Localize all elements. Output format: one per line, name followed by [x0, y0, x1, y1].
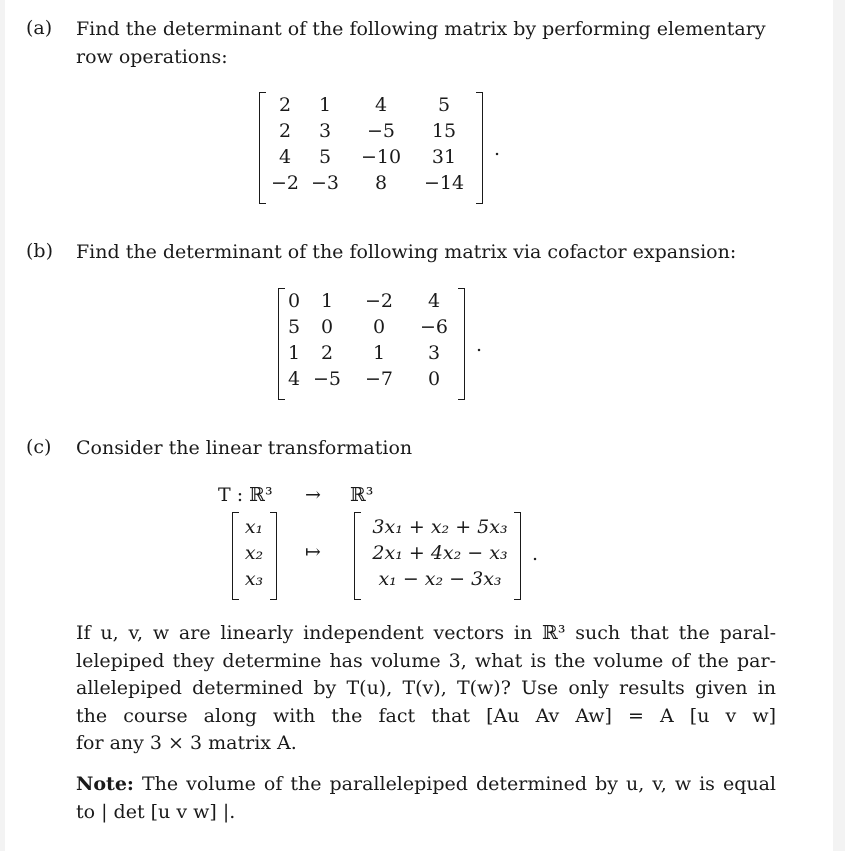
matrix-b-cell-r3c1: 1 — [287, 342, 301, 364]
matrix-b-cell-r4c1: 4 — [287, 368, 301, 390]
matrix-a — [268, 92, 474, 196]
matrix-a-cell-r4c3: 8 — [374, 172, 388, 194]
matrix-b-right-bracket — [458, 288, 465, 400]
matrix-b-cell-r2c1: 5 — [287, 316, 301, 338]
output-vector-cell-r1c1: 3x₁ + x₂ + 5x₃ — [372, 516, 508, 538]
output-vector-cell-r2c1: 2x₁ + 4x₂ − x₃ — [372, 542, 508, 564]
matrix-b-period: . — [476, 334, 483, 356]
maps-to-arrow: ↦ — [305, 541, 321, 563]
matrix-a-cell-r3c3: −10 — [360, 146, 402, 168]
map-domain: T : ℝ³ — [218, 484, 273, 506]
matrix-a-cell-r1c1: 2 — [278, 94, 292, 116]
page-edge-left — [0, 0, 5, 851]
matrix-b-cell-r2c4: −6 — [419, 316, 448, 338]
matrix-b-cell-r1c3: −2 — [364, 290, 393, 312]
part-c-line1: Consider the linear transformation — [76, 437, 413, 459]
output-vector-period: . — [532, 543, 539, 565]
matrix-b-cell-r1c1: 0 — [287, 290, 301, 312]
matrix-b-cell-r4c2: −5 — [312, 368, 341, 390]
part-a-line2: row operations: — [76, 46, 228, 68]
para-line-5: for any 3 × 3 matrix A. — [76, 732, 297, 755]
matrix-a-cell-r4c1: −2 — [270, 172, 299, 194]
matrix-b-cell-r3c2: 2 — [320, 342, 334, 364]
matrix-a-cell-r2c4: 15 — [431, 120, 457, 142]
para-line-1: If u, v, w are linearly independent vectors in ℝ³ such that the paral- — [76, 622, 776, 644]
matrix-b-cell-r2c3: 0 — [372, 316, 386, 338]
para-line-3: allelepiped determined by T(u), T(v), T(w)? Use only results given in — [76, 677, 776, 700]
matrix-a-left-bracket — [259, 92, 266, 204]
note-label: Note: — [76, 773, 134, 795]
page-edge-right — [833, 0, 845, 851]
para-line-2: lelepiped they determine has volume 3, what is the volume of the par- — [76, 649, 776, 672]
part-c-paragraph — [76, 620, 776, 758]
matrix-a-cell-r1c2: 1 — [318, 94, 332, 116]
para-line-4: the course along with the fact that [Au Av Aw] = A [u v w] — [76, 704, 776, 727]
matrix-b-cell-r4c4: 0 — [427, 368, 441, 390]
input-vector-cell-r1c1: x₁ — [244, 516, 264, 538]
output-vector-cell-r3c1: x₁ − x₂ − 3x₃ — [378, 568, 502, 590]
input-vector-cell-r2c1: x₂ — [244, 542, 264, 564]
matrix-a-cell-r2c3: −5 — [366, 120, 395, 142]
note-line-2: to | det [u v w] |. — [76, 800, 236, 823]
matrix-b-cell-r2c2: 0 — [320, 316, 334, 338]
matrix-b-cell-r3c4: 3 — [427, 342, 441, 364]
matrix-a-cell-r1c3: 4 — [374, 94, 388, 116]
matrix-a-cell-r3c4: 31 — [431, 146, 457, 168]
output-vector — [360, 514, 520, 592]
matrix-b — [284, 288, 460, 392]
matrix-a-cell-r2c2: 3 — [318, 120, 332, 142]
matrix-b-cell-r4c3: −7 — [364, 368, 393, 390]
part-c-label: (c) — [26, 436, 52, 458]
part-a-label: (a) — [26, 17, 53, 39]
matrix-a-period: . — [494, 138, 501, 160]
input-vector — [236, 514, 272, 592]
matrix-a-cell-r2c1: 2 — [278, 120, 292, 142]
matrix-a-cell-r4c4: −14 — [423, 172, 465, 194]
matrix-a-cell-r4c2: −3 — [310, 172, 339, 194]
matrix-b-cell-r1c2: 1 — [320, 290, 334, 312]
map-codomain: ℝ³ — [350, 484, 374, 506]
part-b-label: (b) — [26, 240, 53, 262]
map-arrow: → — [305, 484, 321, 506]
matrix-b-cell-r3c3: 1 — [372, 342, 386, 364]
matrix-a-cell-r3c1: 4 — [278, 146, 292, 168]
part-b-line1: Find the determinant of the following matrix via cofactor expansion: — [76, 241, 737, 263]
note-line-1 — [76, 771, 776, 799]
part-a-line1: Find the determinant of the following matrix by performing elementary — [76, 18, 766, 40]
matrix-a-cell-r3c2: 5 — [318, 146, 332, 168]
output-vector-right-bracket — [514, 512, 521, 600]
matrix-a-right-bracket — [476, 92, 483, 204]
note-paragraph — [76, 771, 776, 826]
matrix-b-cell-r1c4: 4 — [427, 290, 441, 312]
input-vector-right-bracket — [270, 512, 277, 600]
matrix-a-cell-r1c4: 5 — [437, 94, 451, 116]
input-vector-cell-r3c1: x₃ — [244, 568, 264, 590]
note-line1-text: The volume of the parallelepiped determined by u, v, w is equal — [141, 773, 776, 795]
